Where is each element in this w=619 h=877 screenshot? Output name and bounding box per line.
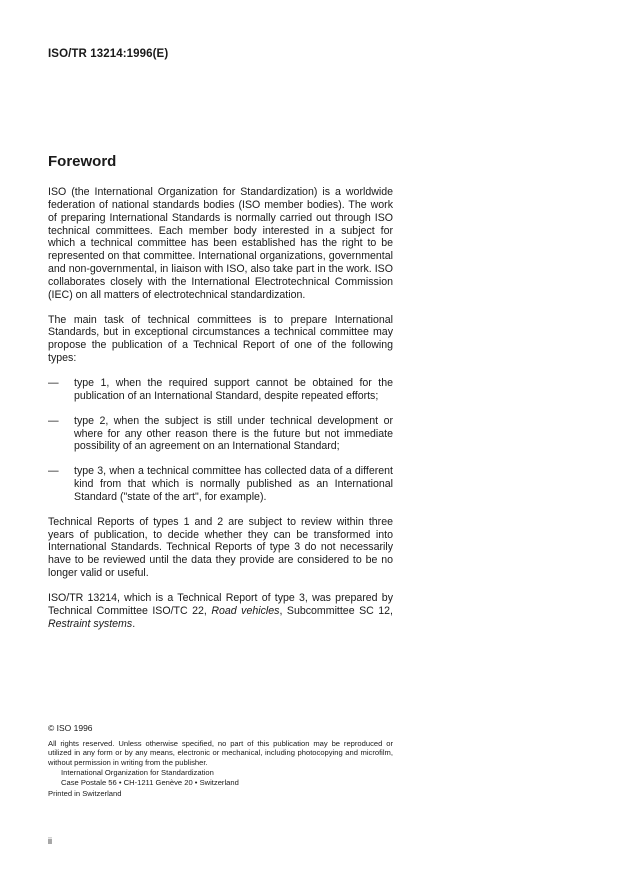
foreword-body bbox=[48, 186, 393, 642]
list-dash: — bbox=[48, 376, 59, 389]
paragraph-review: Technical Reports of types 1 and 2 are subject to review within three years of publication, to decide whether they can be transformed into International Standards. Technical Reports of type 3 do not necessarily have to be reviewed until the data they provide are considered to be no longer valid or useful. bbox=[48, 515, 393, 580]
copyright-footer bbox=[48, 724, 393, 798]
paragraph-preparation bbox=[48, 592, 393, 631]
address-line-postal: Case Postale 56 • CH-1211 Genève 20 • Switzerland bbox=[61, 777, 239, 787]
preparation-text-2: , Subcommittee SC 12, bbox=[279, 604, 393, 617]
list-item-text: type 2, when the subject is still under technical development or where for any other reason there is the future but not immediate possibility of an agreement on an International Standard; bbox=[74, 414, 393, 453]
document-id: ISO/TR 13214:1996(E) bbox=[48, 48, 169, 60]
page-title: Foreword bbox=[48, 153, 117, 170]
list-item-text: type 1, when the required support cannot be obtained for the publication of an International Standard, despite repeated efforts; bbox=[74, 376, 393, 402]
page-number: ii bbox=[48, 836, 52, 846]
publisher-address bbox=[48, 768, 393, 787]
subcommittee-name: Restraint systems bbox=[48, 617, 133, 630]
rights-statement: All rights reserved. Unless otherwise specified, no part of this publication may be reproduced or utilized in any form or by any means, electronic or mechanical, including photocopying and microfilm, without permission in writing from the publisher. bbox=[48, 738, 393, 767]
copyright-notice: © ISO 1996 bbox=[48, 723, 93, 733]
list-item-type-3 bbox=[48, 465, 393, 504]
list-dash: — bbox=[48, 414, 59, 427]
committee-name: Road vehicles bbox=[211, 604, 280, 617]
list-item-type-1 bbox=[48, 377, 393, 403]
list-item-text: type 3, when a technical committee has collected data of a different kind from that which is normally published as an International Standard ("state of the art", for example). bbox=[74, 465, 393, 503]
address-line-organization: International Organization for Standardization bbox=[61, 768, 214, 778]
paragraph-iso-intro: ISO (the International Organization for Standardization) is a worldwide federation of national standards bodies (ISO member bodies). The work of preparing International Standards is normally carried out through ISO technical committees. Each member body interested in a subject for which a technical committee has been established has the right to be represented on that committee. International organizations, governmental and non-governmental, in liaison with ISO, also take part in the work. ISO collaborates closely with the International Electrotechnical Commission (IEC) on all matters of electrotechnical standardization. bbox=[48, 186, 393, 301]
preparation-text-3: . bbox=[132, 617, 136, 630]
list-dash: — bbox=[48, 465, 59, 478]
list-item-type-2 bbox=[48, 415, 393, 454]
preparation-text-1: ISO/TR 13214, which is a Technical Report of type 3, was prepared by Technical Committee ISO/TC 22, bbox=[48, 591, 393, 617]
paragraph-technical-committees: The main task of technical committees is to prepare International Standards, but in exceptional circumstances a technical committee may propose the publication of a Technical Report of one of the following types: bbox=[48, 313, 393, 365]
printed-in: Printed in Switzerland bbox=[48, 788, 122, 798]
